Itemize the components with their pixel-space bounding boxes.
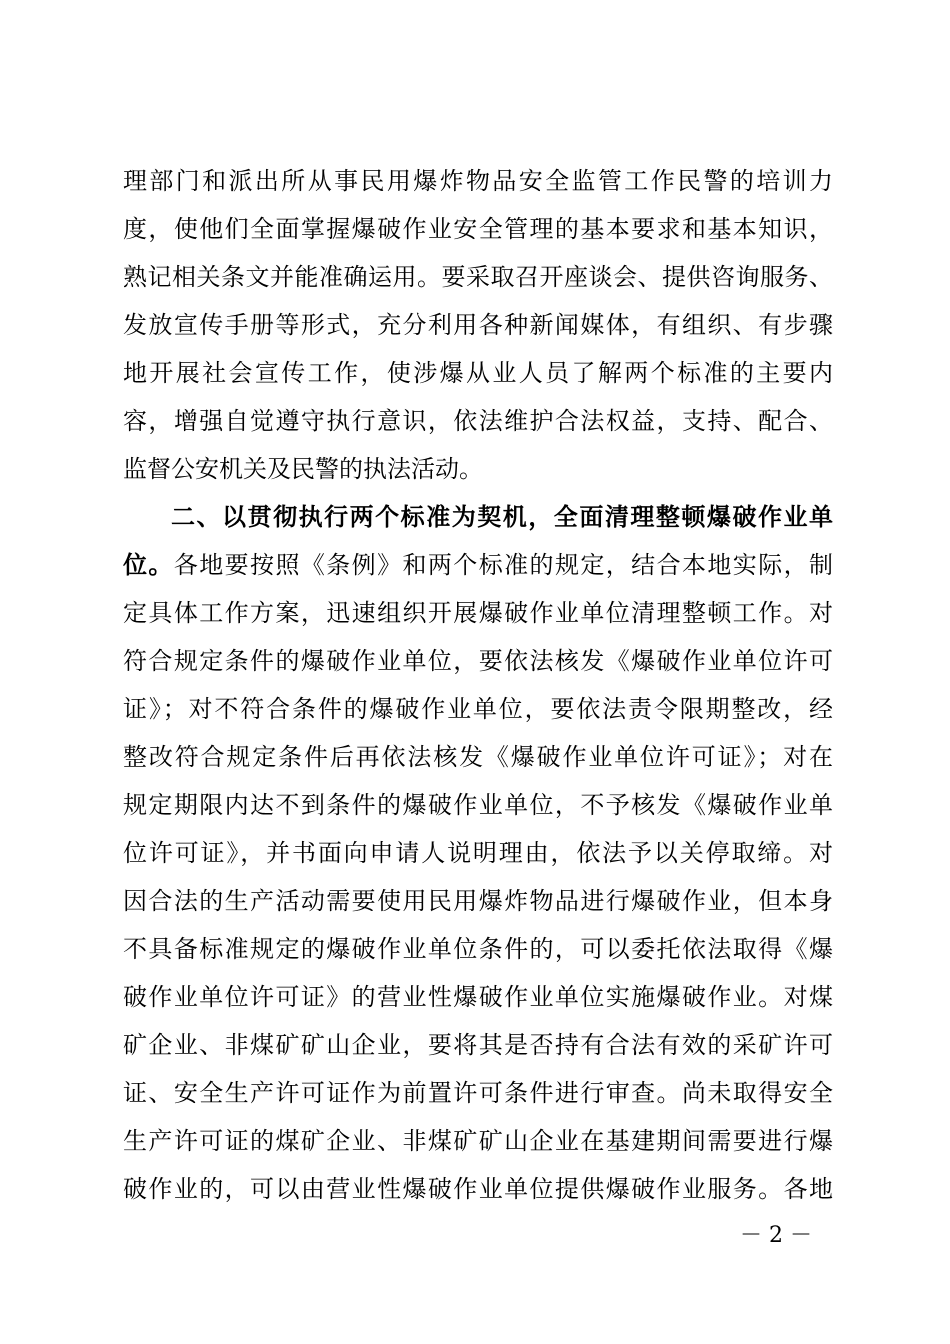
paragraph-line: 矿企业、非煤矿矿山企业，要将其是否持有合法有效的采矿许可	[123, 1031, 833, 1059]
paragraph-line: 发放宣传手册等形式，充分利用各种新闻媒体，有组织、有步骤	[123, 311, 833, 339]
paragraph-line: 位许可证》，并书面向申请人说明理由，依法予以关停取缔。对	[123, 839, 833, 867]
paragraph-line: 地开展社会宣传工作，使涉爆从业人员了解两个标准的主要内	[123, 359, 833, 387]
paragraph-line: 破作业的，可以由营业性爆破作业单位提供爆破作业服务。各地	[123, 1175, 833, 1203]
paragraph-line: 因合法的生产活动需要使用民用爆炸物品进行爆破作业，但本身	[123, 887, 833, 915]
paragraph-line: 定具体工作方案，迅速组织开展爆破作业单位清理整顿工作。对	[123, 599, 833, 627]
paragraph-line: 证》；对不符合条件的爆破作业单位，要依法责令限期整改，经	[123, 695, 833, 723]
paragraph-line: 破作业单位许可证》的营业性爆破作业单位实施爆破作业。对煤	[123, 983, 833, 1011]
paragraph-line: 规定期限内达不到条件的爆破作业单位，不予核发《爆破作业单	[123, 791, 833, 819]
paragraph-line: 理部门和派出所从事民用爆炸物品安全监管工作民警的培训力	[123, 167, 833, 195]
paragraph-line: 整改符合规定条件后再依法核发《爆破作业单位许可证》；对在	[123, 743, 833, 771]
paragraph-line: 容，增强自觉遵守执行意识，依法维护合法权益，支持、配合、	[123, 407, 833, 435]
paragraph-line: 监督公安机关及民警的执法活动。	[123, 455, 483, 483]
section-heading: 二、以贯彻执行两个标准为契机，全面清理整顿爆破作业单	[171, 502, 833, 531]
paragraph-line: 不具备标准规定的爆破作业单位条件的，可以委托依法取得《爆	[123, 935, 833, 963]
paragraph-text: 各地要按照《条例》和两个标准的规定，结合本地实际，制	[173, 551, 834, 579]
paragraph-line: 符合规定条件的爆破作业单位，要依法核发《爆破作业单位许可	[123, 647, 833, 675]
section-heading-tail: 位。	[123, 550, 174, 579]
paragraph-line: 熟记相关条文并能准确运用。要采取召开座谈会、提供咨询服务、	[123, 263, 833, 291]
page-number: － 2 －	[740, 1223, 812, 1248]
paragraph-line: 度，使他们全面掌握爆破作业安全管理的基本要求和基本知识，	[123, 215, 833, 243]
paragraph-line: 生产许可证的煤矿企业、非煤矿矿山企业在基建期间需要进行爆	[123, 1127, 833, 1155]
paragraph-line-with-heading-tail	[123, 550, 833, 580]
paragraph-line: 证、安全生产许可证作为前置许可条件进行审查。尚未取得安全	[123, 1079, 833, 1107]
